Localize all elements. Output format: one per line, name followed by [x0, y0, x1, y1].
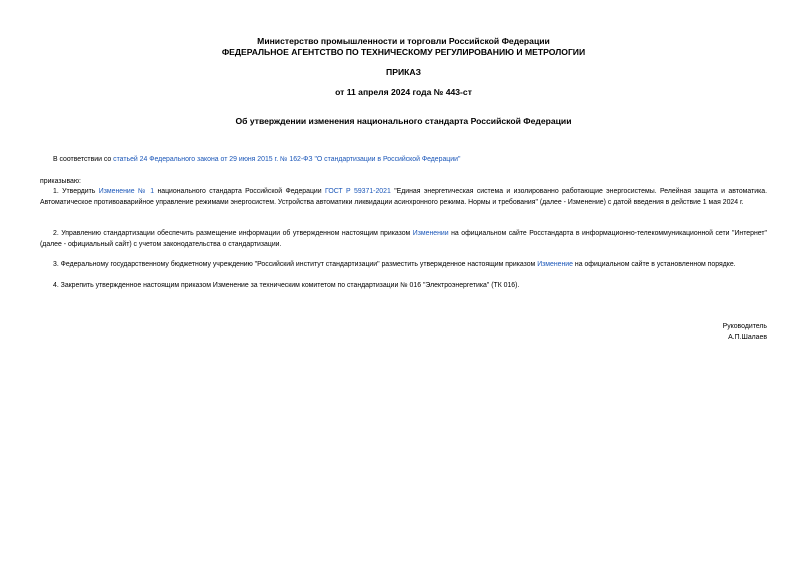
signature-position: Руководитель	[722, 323, 767, 330]
item-1-mid: национального стандарта Российской Федерации	[154, 188, 325, 195]
item-1-suffix: "Единая энергетическая система и изолированно работающие энергосистемы. Релейная защита и автоматика. Автоматическое противоаварийное управление режимами энергосистем. Устройства автоматики ликвидации асинхронного режима. Нормы и требования" (далее - Изменение) с датой введения в действие 1 мая 2024 г.	[40, 188, 767, 206]
item-1-prefix: 1. Утвердить	[53, 188, 99, 195]
item-2	[40, 229, 767, 250]
item-2-prefix: 2. Управлению стандартизации обеспечить размещение информации об утвержденном настоящим приказом	[53, 230, 413, 237]
preamble	[40, 155, 767, 166]
law-link[interactable]: статьей 24 Федерального закона от 29 июня 2015 г. № 162-ФЗ "О стандартизации в Российской Федерации"	[113, 156, 461, 163]
item-4: 4. Закрепить утвержденное настоящим приказом Изменение за техническим комитетом по стандартизации № 016 "Электроэнергетика" (ТК 016).	[53, 282, 520, 289]
date-number: от 11 апреля 2024 года № 443-ст	[335, 87, 472, 97]
item-2-suffix: на официальном сайте Росстандарта в информационно-телекоммуникационной сети "Интернет" (далее - официальный сайт) с учетом законодательства о стандартизации.	[40, 230, 767, 248]
item-3-prefix: 3. Федеральному государственному бюджетному учреждению "Российский институт стандартизации" разместить утвержденное настоящим приказом	[53, 261, 538, 268]
preamble-prefix: В соответствии со	[53, 156, 114, 163]
doc-type: ПРИКАЗ	[386, 67, 421, 77]
item-1	[40, 187, 767, 208]
agency-title: ФЕДЕРАЛЬНОЕ АГЕНТСТВО ПО ТЕХНИЧЕСКОМУ РЕГУЛИРОВАНИЮ И МЕТРОЛОГИИ	[221, 47, 586, 57]
ministry-title: Министерство промышленности и торговли Российской Федерации	[257, 36, 550, 46]
item-3-suffix: на официальном сайте в установленном порядке.	[573, 261, 736, 268]
change-link-1[interactable]: Изменение № 1	[98, 188, 155, 195]
gost-link[interactable]: ГОСТ Р 59371-2021	[324, 188, 391, 195]
change-link-2[interactable]: Изменении	[412, 230, 449, 237]
item-3	[40, 260, 767, 271]
signature-name: А.П.Шалаев	[728, 334, 767, 341]
order-word: приказываю:	[40, 178, 81, 185]
doc-subject: Об утверждении изменения национального стандарта Российской Федерации	[235, 116, 572, 126]
change-link-3[interactable]: Изменение	[537, 261, 573, 268]
